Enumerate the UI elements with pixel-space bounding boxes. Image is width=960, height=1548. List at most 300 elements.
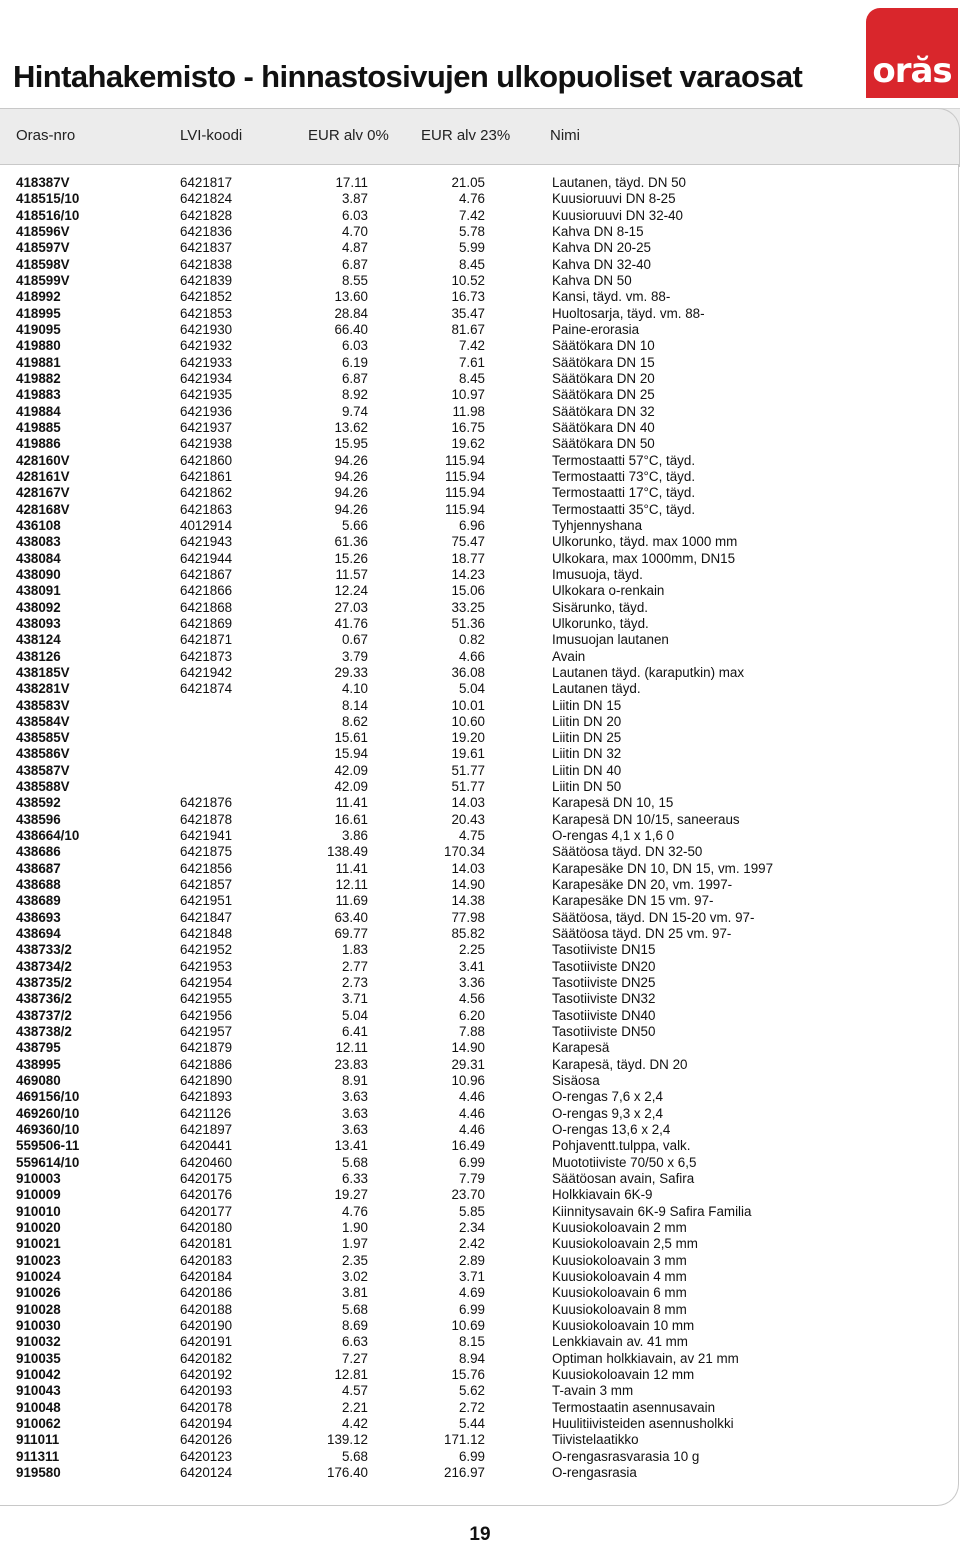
cell-nimi: Lenkkiavain av. 41 mm <box>552 1334 688 1350</box>
cell-lvi-koodi: 6421875 <box>180 844 233 860</box>
cell-lvi-koodi: 6421956 <box>180 1007 233 1023</box>
cell-nimi: Kuusiokoloavain 12 mm <box>552 1366 695 1382</box>
cell-oras-nro: 559506-11 <box>16 1138 80 1154</box>
cell-eur-alv-0: 6.19 <box>341 354 368 370</box>
cell-eur-alv-23: 21.05 <box>451 175 485 190</box>
cell-eur-alv-0: 9.74 <box>341 403 368 419</box>
cell-eur-alv-23: 85.82 <box>451 926 485 942</box>
cell-eur-alv-23: 8.45 <box>458 256 485 272</box>
cell-eur-alv-0: 69.77 <box>334 926 368 942</box>
cell-lvi-koodi: 6421861 <box>180 468 233 484</box>
cell-lvi-koodi: 6421876 <box>180 795 233 811</box>
cell-oras-nro: 419886 <box>16 436 61 452</box>
cell-nimi: Imusuojan lautanen <box>552 632 669 648</box>
cell-nimi: Säätökara DN 15 <box>552 354 655 370</box>
cell-oras-nro: 419882 <box>16 370 61 386</box>
cell-nimi: Säätökara DN 10 <box>552 338 655 354</box>
cell-nimi: Tyhjennyshana <box>552 517 643 533</box>
cell-eur-alv-23: 2.72 <box>458 1399 485 1415</box>
cell-eur-alv-0: 6.41 <box>341 1024 368 1040</box>
table-row <box>0 1285 958 1301</box>
cell-eur-alv-23: 5.62 <box>458 1383 485 1399</box>
cell-eur-alv-0: 3.79 <box>341 648 368 664</box>
cell-lvi-koodi: 6420194 <box>180 1415 233 1431</box>
cell-nimi: Säätökara DN 25 <box>552 387 655 403</box>
cell-lvi-koodi: 6421935 <box>180 387 233 403</box>
cell-lvi-koodi: 6421873 <box>180 648 233 664</box>
cell-eur-alv-0: 2.21 <box>341 1399 368 1415</box>
cell-oras-nro: 910023 <box>16 1252 61 1268</box>
cell-eur-alv-23: 51.77 <box>451 779 485 795</box>
cell-eur-alv-0: 6.87 <box>341 370 368 386</box>
cell-lvi-koodi: 6421856 <box>180 860 233 876</box>
table-row <box>0 175 958 191</box>
cell-eur-alv-0: 15.26 <box>334 550 368 566</box>
cell-oras-nro: 438738/2 <box>16 1024 72 1040</box>
table-row <box>0 567 958 583</box>
cell-eur-alv-23: 115.94 <box>445 468 485 484</box>
cell-eur-alv-23: 11.98 <box>452 403 485 419</box>
cell-nimi: Huulitiivisteiden asennusholkki <box>552 1415 734 1431</box>
cell-lvi-koodi: 6421937 <box>180 419 233 435</box>
cell-oras-nro: 910032 <box>16 1334 61 1350</box>
cell-nimi: Karapesäke DN 20, vm. 1997- <box>552 877 733 893</box>
cell-lvi-koodi: 6421837 <box>180 240 233 256</box>
table-row <box>0 632 958 648</box>
cell-oras-nro: 438592 <box>16 795 61 811</box>
cell-eur-alv-0: 2.77 <box>341 958 368 974</box>
cell-nimi: Tasotiiviste DN40 <box>552 1007 656 1023</box>
table-row <box>0 387 958 403</box>
cell-lvi-koodi: 6421836 <box>180 223 233 239</box>
page-number: 19 <box>469 1524 491 1545</box>
cell-nimi: Kuusiokoloavain 10 mm <box>552 1317 695 1333</box>
logo-text: orăs <box>872 51 952 91</box>
cell-lvi-koodi: 6421838 <box>180 256 233 272</box>
cell-lvi-koodi: 6420182 <box>180 1350 233 1366</box>
cell-oras-nro: 438686 <box>16 844 61 860</box>
table-row <box>0 355 958 371</box>
cell-eur-alv-23: 10.52 <box>451 272 485 288</box>
table-row <box>0 502 958 518</box>
cell-lvi-koodi: 6421847 <box>180 909 233 925</box>
cell-lvi-koodi: 6421941 <box>180 828 233 844</box>
table-row <box>0 306 958 322</box>
cell-eur-alv-0: 4.10 <box>341 681 368 697</box>
table-row <box>0 289 958 305</box>
cell-eur-alv-23: 8.45 <box>458 370 485 386</box>
cell-eur-alv-0: 6.03 <box>341 338 368 354</box>
table-row <box>0 600 958 616</box>
cell-eur-alv-23: 3.41 <box>458 958 485 974</box>
cell-eur-alv-23: 77.98 <box>451 909 485 925</box>
cell-nimi: Tasotiiviste DN25 <box>552 975 656 991</box>
cell-lvi-koodi: 6420192 <box>180 1366 233 1382</box>
cell-eur-alv-0: 3.81 <box>341 1285 368 1301</box>
cell-lvi-koodi: 6420178 <box>180 1399 233 1415</box>
cell-eur-alv-23: 3.71 <box>458 1268 485 1284</box>
cell-nimi: Kuusioruuvi DN 8-25 <box>552 191 676 207</box>
cell-eur-alv-0: 3.86 <box>341 828 368 844</box>
cell-eur-alv-0: 15.95 <box>334 436 368 452</box>
price-table-body <box>0 175 958 1481</box>
cell-eur-alv-23: 115.94 <box>445 501 485 517</box>
cell-eur-alv-23: 6.99 <box>458 1301 485 1317</box>
cell-nimi: Kuusiokoloavain 3 mm <box>552 1252 687 1268</box>
cell-oras-nro: 438588V <box>16 779 70 795</box>
table-row <box>0 257 958 273</box>
cell-oras-nro: 438090 <box>16 566 61 582</box>
table-row <box>0 1318 958 1334</box>
cell-eur-alv-23: 4.69 <box>458 1285 485 1301</box>
table-row <box>0 453 958 469</box>
cell-lvi-koodi: 6421879 <box>180 1040 233 1056</box>
cell-eur-alv-23: 33.25 <box>451 599 485 615</box>
cell-eur-alv-0: 42.09 <box>334 779 368 795</box>
cell-oras-nro: 438281V <box>16 681 70 697</box>
cell-oras-nro: 910062 <box>16 1415 61 1431</box>
oras-logo <box>866 8 958 98</box>
cell-oras-nro: 419883 <box>16 387 61 403</box>
cell-lvi-koodi: 6421866 <box>180 583 233 599</box>
cell-nimi: Ulkorunko, täyd. <box>552 615 649 631</box>
cell-eur-alv-23: 18.77 <box>451 550 485 566</box>
cell-oras-nro: 438664/10 <box>16 828 80 844</box>
cell-eur-alv-23: 14.03 <box>451 795 485 811</box>
cell-oras-nro: 469260/10 <box>16 1105 80 1121</box>
cell-lvi-koodi: 6421878 <box>180 811 233 827</box>
cell-eur-alv-23: 115.94 <box>445 485 485 501</box>
table-row <box>0 1187 958 1203</box>
table-row <box>0 1432 958 1448</box>
cell-oras-nro: 438694 <box>16 926 61 942</box>
cell-eur-alv-0: 6.33 <box>341 1171 368 1187</box>
table-row <box>0 861 958 877</box>
cell-lvi-koodi: 6421853 <box>180 305 233 321</box>
cell-eur-alv-23: 16.75 <box>451 419 485 435</box>
cell-nimi: Muototiiviste 70/50 x 6,5 <box>552 1154 697 1170</box>
cell-lvi-koodi: 6420183 <box>180 1252 233 1268</box>
cell-oras-nro: 469360/10 <box>16 1122 80 1138</box>
cell-nimi: Termostaatti 35°C, täyd. <box>552 501 696 517</box>
table-row <box>0 518 958 534</box>
cell-oras-nro: 438584V <box>16 713 70 729</box>
cell-lvi-koodi: 6421857 <box>180 877 233 893</box>
table-row <box>0 1138 958 1154</box>
cell-oras-nro: 910042 <box>16 1366 61 1382</box>
cell-lvi-koodi: 6420176 <box>180 1187 233 1203</box>
cell-eur-alv-0: 29.33 <box>334 664 368 680</box>
cell-eur-alv-23: 19.61 <box>451 746 485 762</box>
cell-eur-alv-0: 17.11 <box>335 175 368 190</box>
cell-oras-nro: 428168V <box>16 501 70 517</box>
cell-oras-nro: 418596V <box>16 223 70 239</box>
cell-eur-alv-23: 10.60 <box>451 713 485 729</box>
cell-nimi: Karapesä <box>552 1040 610 1056</box>
cell-oras-nro: 418597V <box>16 240 70 256</box>
table-row <box>0 485 958 501</box>
cell-oras-nro: 910021 <box>16 1236 61 1252</box>
cell-eur-alv-0: 3.71 <box>341 991 368 1007</box>
cell-lvi-koodi: 6420181 <box>180 1236 233 1252</box>
table-row <box>0 1122 958 1138</box>
cell-nimi: Termostaatti 17°C, täyd. <box>552 485 696 501</box>
cell-lvi-koodi: 6421938 <box>180 436 233 452</box>
cell-nimi: Ulkokara o-renkain <box>552 583 665 599</box>
cell-eur-alv-23: 14.38 <box>451 893 485 909</box>
cell-eur-alv-23: 20.43 <box>451 811 485 827</box>
cell-lvi-koodi: 6421930 <box>180 321 233 337</box>
cell-eur-alv-23: 10.96 <box>451 1073 485 1089</box>
cell-nimi: Lautanen, täyd. DN 50 <box>552 175 686 190</box>
cell-eur-alv-0: 16.61 <box>334 811 368 827</box>
cell-oras-nro: 438733/2 <box>16 942 72 958</box>
table-row <box>0 1155 958 1171</box>
cell-eur-alv-23: 2.89 <box>458 1252 485 1268</box>
table-row <box>0 812 958 828</box>
table-row <box>0 893 958 909</box>
cell-nimi: O-rengas 7,6 x 2,4 <box>552 1089 663 1105</box>
cell-eur-alv-0: 4.42 <box>341 1415 368 1431</box>
cell-oras-nro: 438688 <box>16 877 61 893</box>
cell-lvi-koodi: 6421932 <box>180 338 233 354</box>
cell-eur-alv-0: 13.62 <box>334 419 368 435</box>
cell-oras-nro: 438736/2 <box>16 991 72 1007</box>
cell-eur-alv-0: 11.57 <box>335 566 368 582</box>
cell-nimi: Säätökara DN 32 <box>552 403 655 419</box>
cell-lvi-koodi: 6420188 <box>180 1301 233 1317</box>
cell-nimi: Karapesä DN 10/15, saneeraus <box>552 811 740 827</box>
cell-lvi-koodi: 6421952 <box>180 942 233 958</box>
cell-oras-nro: 418995 <box>16 305 61 321</box>
cell-eur-alv-0: 3.63 <box>341 1122 368 1138</box>
cell-eur-alv-23: 2.25 <box>458 942 485 958</box>
cell-eur-alv-23: 4.46 <box>458 1105 485 1121</box>
cell-eur-alv-0: 3.63 <box>341 1089 368 1105</box>
table-row <box>0 191 958 207</box>
cell-lvi-koodi: 6421957 <box>180 1024 233 1040</box>
cell-eur-alv-0: 138.49 <box>327 844 368 860</box>
table-row <box>0 1008 958 1024</box>
cell-eur-alv-23: 5.44 <box>458 1415 485 1431</box>
cell-eur-alv-23: 4.46 <box>458 1089 485 1105</box>
cell-nimi: Säätöosa täyd. DN 32-50 <box>552 844 703 860</box>
cell-nimi: Tasotiiviste DN32 <box>552 991 656 1007</box>
cell-oras-nro: 428167V <box>16 485 70 501</box>
cell-nimi: Tiivistelaatikko <box>552 1432 639 1448</box>
cell-lvi-koodi: 6421942 <box>180 664 233 680</box>
cell-oras-nro: 911011 <box>16 1432 60 1448</box>
cell-eur-alv-23: 51.77 <box>451 762 485 778</box>
cell-eur-alv-0: 19.27 <box>334 1187 368 1203</box>
cell-lvi-koodi: 6421944 <box>180 550 233 566</box>
cell-eur-alv-0: 3.02 <box>341 1268 368 1284</box>
table-row <box>0 1400 958 1416</box>
cell-lvi-koodi: 6421817 <box>180 175 233 190</box>
cell-nimi: O-rengasrasia <box>552 1464 637 1480</box>
cell-nimi: O-rengasrasvarasia 10 g <box>552 1448 700 1464</box>
cell-nimi: Huoltosarja, täyd. vm. 88- <box>552 305 705 321</box>
cell-nimi: Termostaatti 73°C, täyd. <box>552 468 696 484</box>
cell-nimi: Tasotiiviste DN15 <box>552 942 656 958</box>
cell-eur-alv-23: 19.62 <box>451 436 485 452</box>
cell-oras-nro: 419880 <box>16 338 61 354</box>
cell-oras-nro: 910048 <box>16 1399 61 1415</box>
table-row <box>0 551 958 567</box>
table-row <box>0 371 958 387</box>
cell-eur-alv-0: 176.40 <box>327 1464 368 1480</box>
table-row <box>0 779 958 795</box>
cell-oras-nro: 438687 <box>16 860 61 876</box>
cell-eur-alv-23: 8.15 <box>458 1334 485 1350</box>
table-row <box>0 877 958 893</box>
cell-eur-alv-23: 6.20 <box>458 1007 485 1023</box>
cell-nimi: T-avain 3 mm <box>552 1383 634 1399</box>
cell-lvi-koodi: 6420123 <box>180 1448 233 1464</box>
cell-eur-alv-0: 4.57 <box>341 1383 368 1399</box>
cell-oras-nro: 469156/10 <box>16 1089 80 1105</box>
cell-lvi-koodi: 6421862 <box>180 485 233 501</box>
cell-eur-alv-23: 5.04 <box>458 681 485 697</box>
cell-eur-alv-23: 16.49 <box>451 1138 485 1154</box>
table-row <box>0 763 958 779</box>
cell-eur-alv-0: 4.76 <box>341 1203 368 1219</box>
cell-lvi-koodi: 6421893 <box>180 1089 233 1105</box>
table-row <box>0 1465 958 1481</box>
table-row <box>0 698 958 714</box>
cell-lvi-koodi: 6421951 <box>180 893 233 909</box>
cell-lvi-koodi: 6421869 <box>180 615 233 631</box>
cell-eur-alv-23: 6.99 <box>458 1154 485 1170</box>
table-row <box>0 910 958 926</box>
cell-oras-nro: 418599V <box>16 272 70 288</box>
cell-nimi: O-rengas 9,3 x 2,4 <box>552 1105 663 1121</box>
table-row <box>0 1351 958 1367</box>
cell-oras-nro: 910009 <box>16 1187 61 1203</box>
cell-eur-alv-0: 11.41 <box>335 860 368 876</box>
cell-nimi: Holkkiavain 6K-9 <box>552 1187 653 1203</box>
cell-eur-alv-0: 12.11 <box>335 1040 368 1056</box>
cell-eur-alv-23: 14.23 <box>451 566 485 582</box>
table-row <box>0 1302 958 1318</box>
cell-oras-nro: 910043 <box>16 1383 61 1399</box>
cell-oras-nro: 910003 <box>16 1171 61 1187</box>
cell-nimi: Säätöosa täyd. DN 25 vm. 97- <box>552 926 732 942</box>
table-row <box>0 208 958 224</box>
table-row <box>0 1204 958 1220</box>
cell-lvi-koodi: 6421871 <box>180 632 233 648</box>
cell-lvi-koodi: 6420180 <box>180 1220 233 1235</box>
cell-eur-alv-0: 11.69 <box>335 893 368 909</box>
cell-lvi-koodi: 6420177 <box>180 1203 233 1219</box>
cell-eur-alv-23: 14.03 <box>451 860 485 876</box>
cell-nimi: Liitin DN 50 <box>552 779 622 795</box>
cell-eur-alv-0: 41.76 <box>334 615 368 631</box>
cell-oras-nro: 438586V <box>16 746 70 762</box>
cell-eur-alv-23: 4.46 <box>458 1122 485 1138</box>
cell-nimi: Säätökara DN 50 <box>552 436 655 452</box>
cell-eur-alv-23: 10.97 <box>451 387 485 403</box>
table-row <box>0 224 958 240</box>
cell-oras-nro: 910024 <box>16 1268 61 1284</box>
cell-oras-nro: 438084 <box>16 550 61 566</box>
cell-oras-nro: 438587V <box>16 762 70 778</box>
cell-lvi-koodi: 6420186 <box>180 1285 233 1301</box>
cell-eur-alv-0: 5.68 <box>341 1448 368 1464</box>
cell-eur-alv-0: 0.67 <box>341 632 368 648</box>
cell-oras-nro: 418387V <box>16 175 70 190</box>
cell-oras-nro: 428161V <box>16 468 70 484</box>
cell-nimi: Sisärunko, täyd. <box>552 599 649 615</box>
table-row <box>0 616 958 632</box>
cell-nimi: Kahva DN 8-15 <box>552 223 644 239</box>
table-row <box>0 1073 958 1089</box>
cell-lvi-koodi: 6421867 <box>180 566 233 582</box>
cell-eur-alv-0: 15.61 <box>334 730 368 746</box>
column-header-oras-nro: Oras-nro <box>16 127 76 144</box>
cell-oras-nro: 910035 <box>16 1350 61 1366</box>
cell-lvi-koodi: 6420184 <box>180 1268 233 1284</box>
cell-eur-alv-23: 5.99 <box>458 240 485 256</box>
cell-nimi: Säätöosan avain, Safira <box>552 1171 695 1187</box>
cell-oras-nro: 436108 <box>16 517 61 533</box>
cell-lvi-koodi: 6421897 <box>180 1122 233 1138</box>
table-row <box>0 1253 958 1269</box>
cell-lvi-koodi: 6421954 <box>180 975 233 991</box>
table-row <box>0 1367 958 1383</box>
cell-nimi: Optiman holkkiavain, av 21 mm <box>552 1350 739 1366</box>
cell-lvi-koodi: 6420124 <box>180 1464 233 1480</box>
table-row <box>0 1416 958 1432</box>
cell-eur-alv-0: 3.87 <box>341 191 368 207</box>
table-row <box>0 273 958 289</box>
cell-nimi: Säätökara DN 40 <box>552 419 655 435</box>
cell-lvi-koodi: 6421936 <box>180 403 233 419</box>
cell-eur-alv-23: 3.36 <box>458 975 485 991</box>
table-row <box>0 714 958 730</box>
cell-nimi: Ulkokara, max 1000mm, DN15 <box>552 550 736 566</box>
cell-eur-alv-23: 7.88 <box>458 1024 485 1040</box>
cell-lvi-koodi: 6421943 <box>180 534 233 550</box>
cell-eur-alv-0: 8.14 <box>341 697 368 713</box>
cell-eur-alv-0: 8.92 <box>341 387 368 403</box>
table-row <box>0 583 958 599</box>
cell-eur-alv-0: 12.11 <box>335 877 368 893</box>
cell-eur-alv-0: 8.69 <box>341 1317 368 1333</box>
cell-oras-nro: 910026 <box>16 1285 61 1301</box>
cell-eur-alv-0: 94.26 <box>334 485 368 501</box>
cell-nimi: Karapesä DN 10, 15 <box>552 795 674 811</box>
cell-eur-alv-23: 2.34 <box>458 1220 485 1235</box>
cell-lvi-koodi: 6420175 <box>180 1171 233 1187</box>
cell-eur-alv-0: 63.40 <box>334 909 368 925</box>
cell-eur-alv-0: 13.41 <box>334 1138 368 1154</box>
cell-eur-alv-23: 6.96 <box>458 517 485 533</box>
cell-oras-nro: 438091 <box>16 583 61 599</box>
table-row <box>0 991 958 1007</box>
cell-eur-alv-0: 8.55 <box>341 272 368 288</box>
cell-eur-alv-0: 15.94 <box>334 746 368 762</box>
cell-eur-alv-0: 94.26 <box>334 501 368 517</box>
cell-oras-nro: 438585V <box>16 730 70 746</box>
cell-nimi: Kuusiokoloavain 2,5 mm <box>552 1236 698 1252</box>
cell-nimi: Säätöosa, täyd. DN 15-20 vm. 97- <box>552 909 755 925</box>
cell-eur-alv-0: 4.70 <box>341 223 368 239</box>
cell-eur-alv-23: 51.36 <box>451 615 485 631</box>
cell-lvi-koodi: 6421828 <box>180 207 233 223</box>
cell-eur-alv-23: 4.66 <box>458 648 485 664</box>
cell-eur-alv-0: 4.87 <box>341 240 368 256</box>
